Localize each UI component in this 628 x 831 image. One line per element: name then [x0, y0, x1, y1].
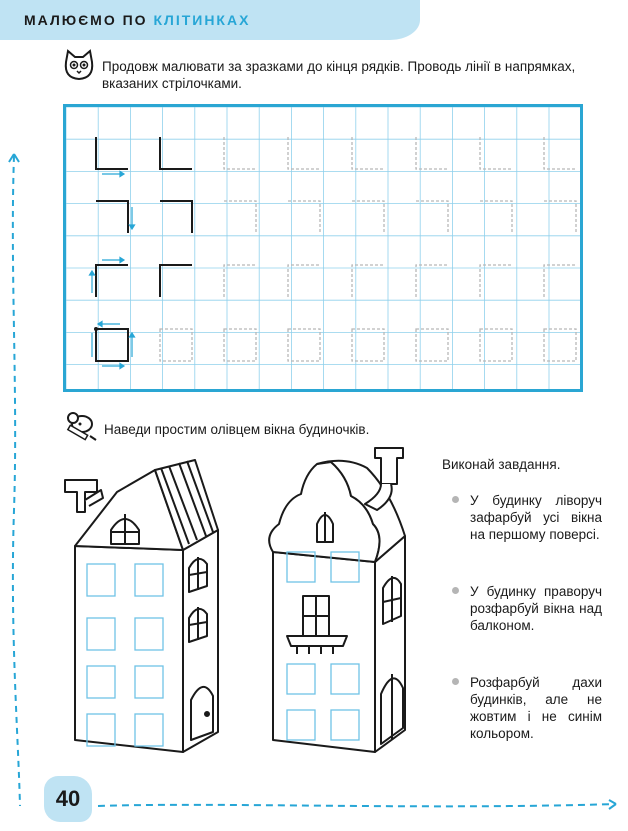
title-part-2: КЛІТИНКАХ: [153, 12, 251, 28]
cat-face-icon: [62, 48, 96, 82]
page-number: 40: [44, 776, 92, 822]
task3-item-text: У будинку ліворуч зафарбуй усі вікна на першому поверсі.: [470, 493, 602, 542]
task3-item-text: У будинку праворуч розфарбуй вікна над балконом.: [470, 584, 602, 633]
drawing-grid[interactable]: [63, 104, 583, 392]
bullet-icon: [452, 678, 459, 685]
task3-panel: [442, 457, 602, 742]
bottom-dashed-line: [20, 796, 620, 816]
houses-illustration: [55, 440, 425, 770]
task3-item: [442, 492, 602, 543]
bullet-icon: [452, 496, 459, 503]
side-dashed-line: [6, 150, 22, 810]
task1-instruction: Продовж малювати за зразками до кінця рядків. Проводь лінії в напрямках, вказаних стрілочками.: [102, 59, 576, 91]
task3-item: [442, 674, 602, 742]
sample-patterns: [96, 137, 192, 361]
bullet-icon: [452, 587, 459, 594]
task3-item-text: Розфарбуй дахи будинків, але не жовтим і не синім кольором.: [470, 675, 602, 741]
grid-lines: [66, 107, 580, 389]
pencil-mouse-icon: [62, 412, 100, 442]
task2-instruction: Наведи простим олівцем вікна будиночків.: [104, 422, 370, 437]
task3-item: [442, 583, 602, 634]
title-part-1: МАЛЮЄМО ПО: [24, 12, 154, 28]
page-title: [24, 12, 250, 28]
task3-heading: Виконай завдання.: [442, 457, 561, 472]
dotted-patterns: [160, 137, 576, 361]
